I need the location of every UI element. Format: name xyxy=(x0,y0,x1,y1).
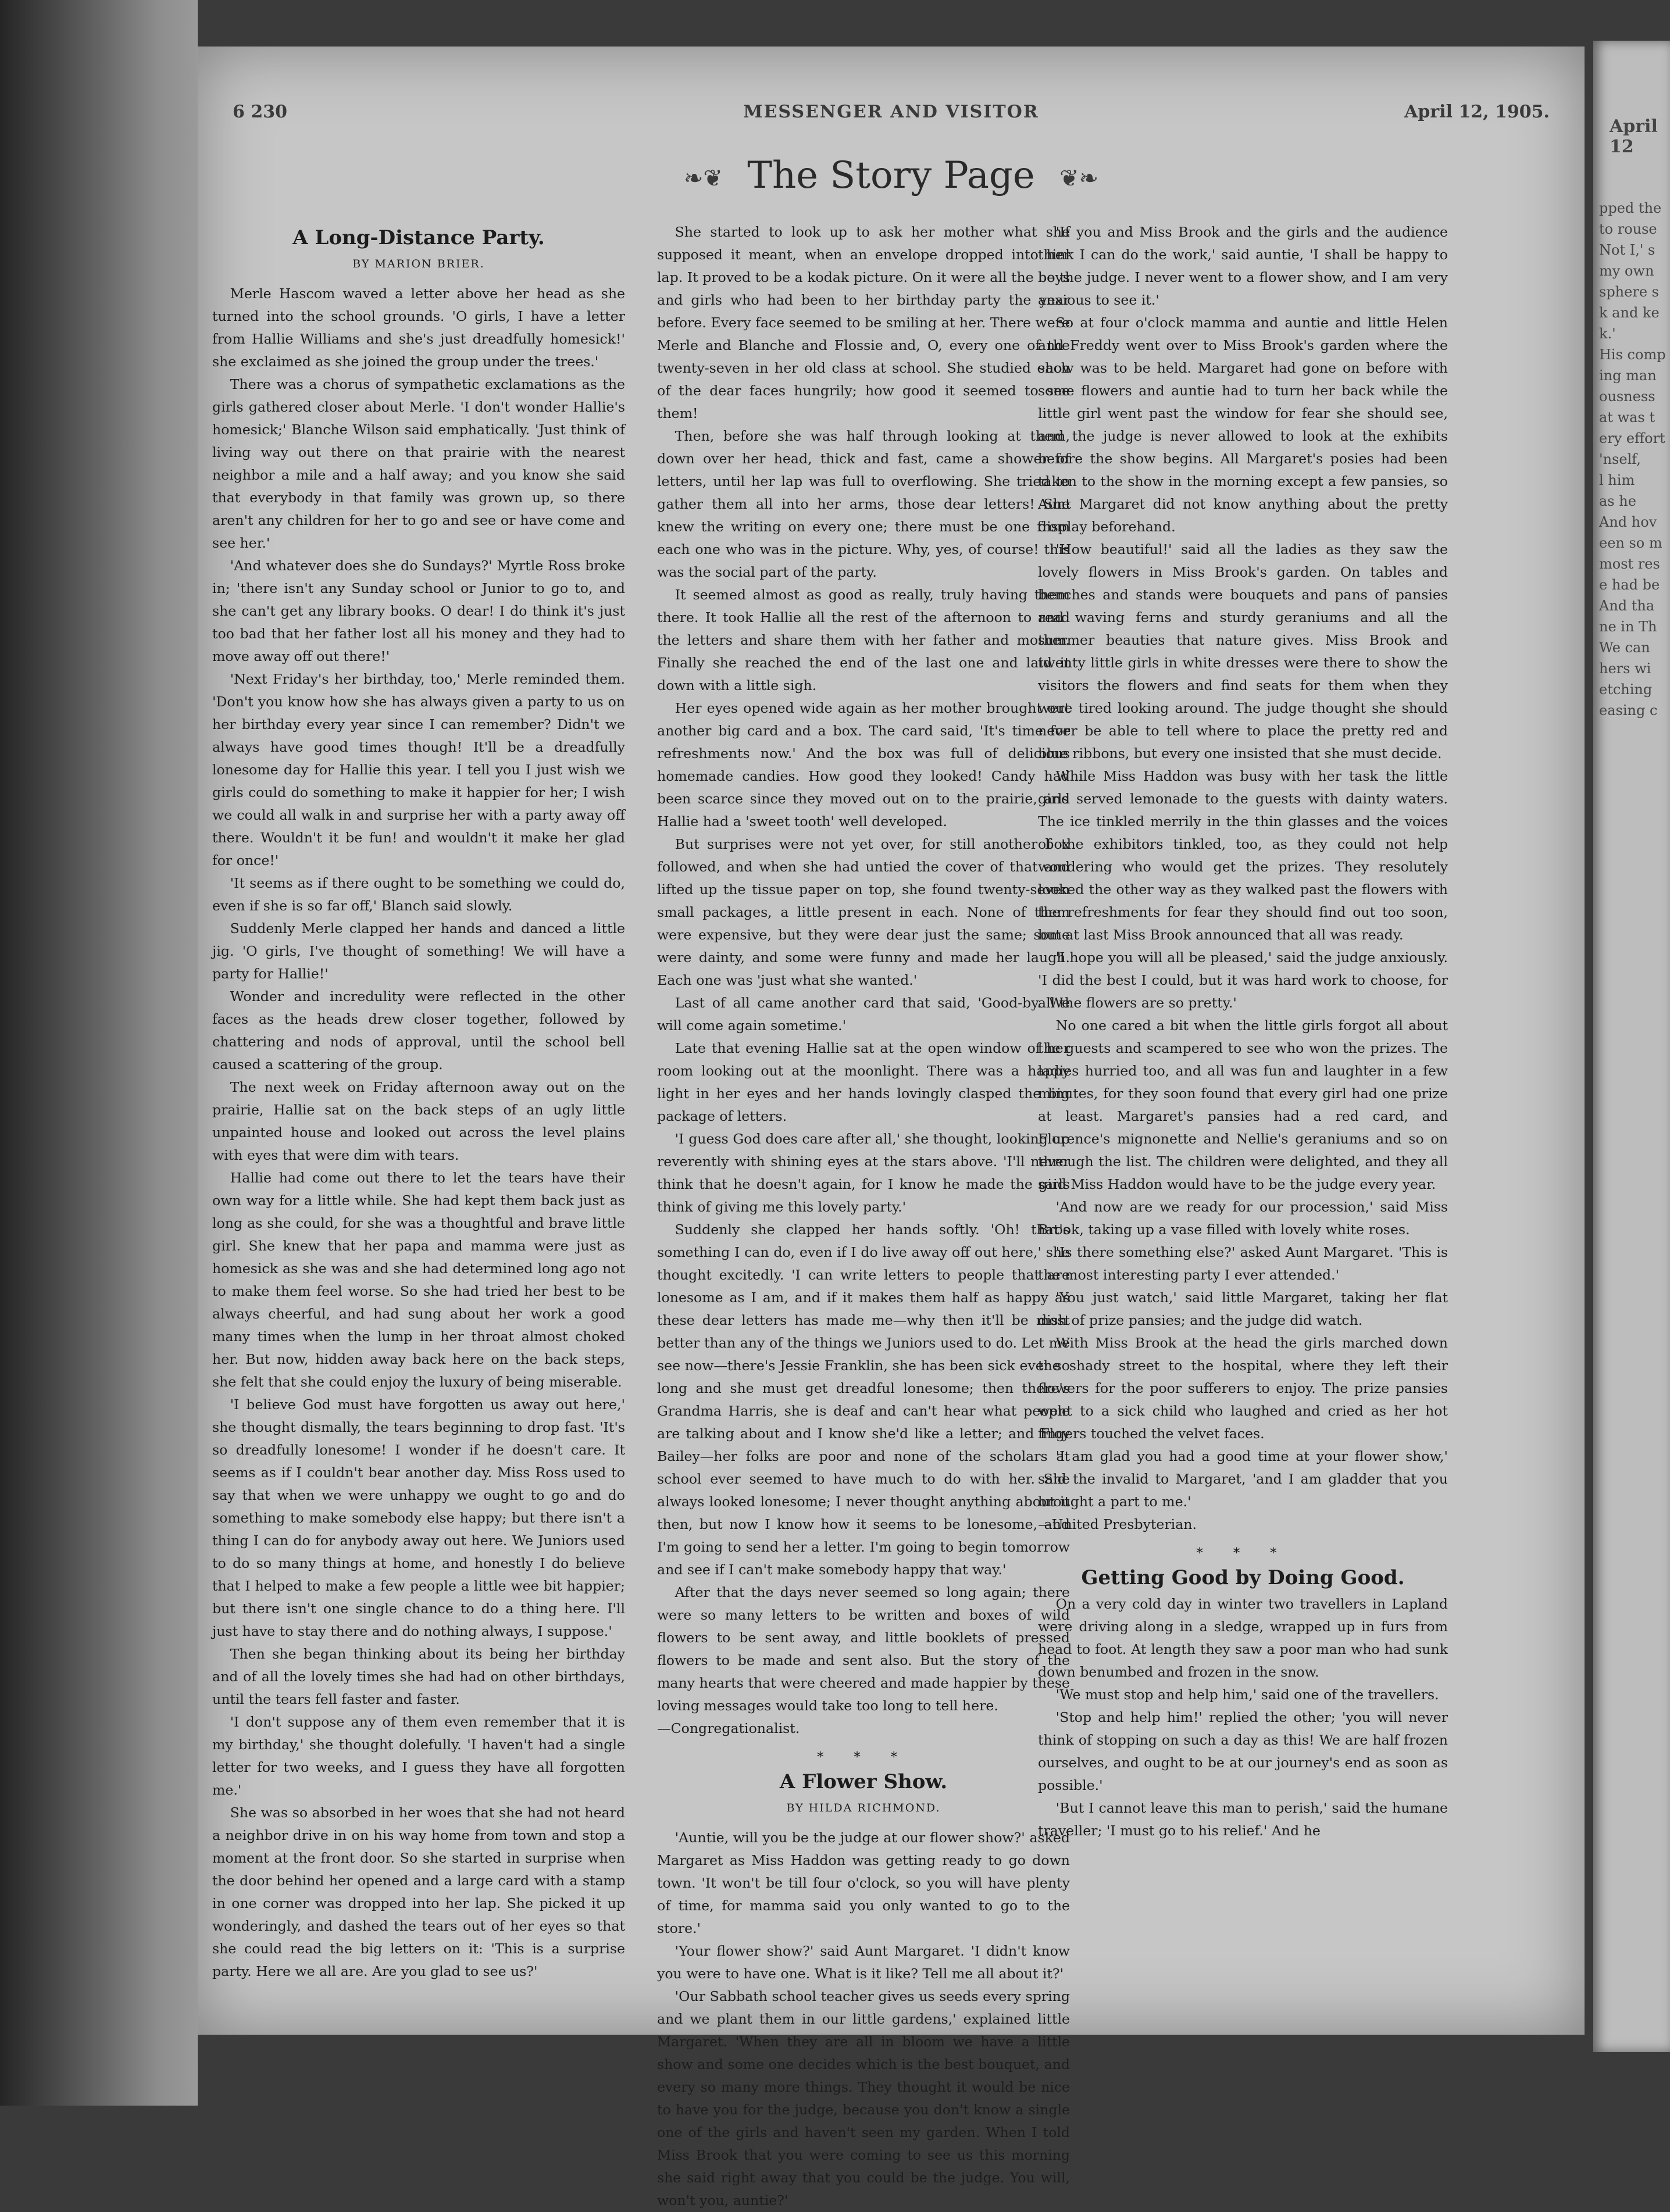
story-credit: —United Presbyterian. xyxy=(1038,1516,1197,1532)
paragraph: 'Auntie, will you be the judge at our flower show?' asked Margaret as Miss Haddon was getting ready to go down town. 'It won't be till four o'clock, so you will have plenty of time, for mamma said you only wanted to go to the store.' xyxy=(657,1829,1070,1936)
paragraph: Wonder and incredulity were reflected in the other faces as the heads drew closer together, followed by chattering and nods of approval, until the school bell caused a scattering of the group. xyxy=(212,988,625,1073)
fragment-line: as he xyxy=(1599,493,1636,509)
adjacent-page-fragment xyxy=(1599,198,1666,721)
fragment-line: And tha xyxy=(1599,598,1655,614)
fleuron-icon: ❧❦ xyxy=(683,165,723,192)
paragraph: She started to look up to ask her mother what she supposed it meant, when an envelope dropped into her lap. It proved to be a kodak picture. On it were all the boys and girls who had been to her birthday party the year before. Every face seemed to be smiling at her. There were Merle and Blanche and Flossie and, O, every one of the twenty-seven in her old class at school. She studied each of the dear faces hungrily; how good it seemed to see them! xyxy=(657,224,1070,421)
fragment-line: hers wi xyxy=(1599,660,1651,677)
section-title: The Story Page xyxy=(747,154,1035,197)
page-number: 6 230 xyxy=(233,102,287,122)
fragment-line: at was t xyxy=(1599,409,1655,426)
fragment-line: e had be xyxy=(1599,577,1660,593)
paragraph: Hallie had come out there to let the tears have their own way for a little while. She had kept them back just as long as she could, for she was a thoughtful and brave little girl. She knew that her papa and mamma were just as homesick as she was and she had determined long ago not to make them feel worse. So she had tried her best to be always cheerful, and had sung about her work a good many times when the lump in her throat almost choked her. But now, hidden away back here on the back steps, she felt that she could enjoy the luxury of being miserable. xyxy=(212,1170,625,1390)
fragment-line: ne in Th xyxy=(1599,619,1657,635)
story-credit: —Congregationalist. xyxy=(657,1720,800,1736)
column-2 xyxy=(657,221,1070,2209)
paragraph: While Miss Haddon was busy with her task the little girls served lemonade to the guests with dainty waters. The ice tinkled merrily in the thin glasses and the voices of the exhibitors tinkled, too, as they could not help wondering who would get the prizes. They resolutely looked the other way as they walked past the flowers with the refreshments for fear they should find out too soon, but at last Miss Brook announced that all was ready. xyxy=(1038,768,1448,943)
fragment-line: my own xyxy=(1599,263,1654,279)
fragment-line: ery effort xyxy=(1599,430,1665,446)
paragraph: 'Stop and help him!' replied the other; 'you will never think of stopping on such a day as this! We are half frozen ourselves, and ought to be at our journey's end as soon as possible.' xyxy=(1038,1709,1448,1793)
fragment-line: ousness xyxy=(1599,388,1655,405)
paragraph: So at four o'clock mamma and auntie and little Helen and Freddy went over to Miss Brook's garden where the show was to be held. Margaret had gone on before with some flowers and auntie had to turn her back while the little girl went past the window for fear she should see, and the judge is never allowed to look at the exhibits before the show begins. All Margaret's posies had been taken to the show in the morning except a few pansies, so Aunt Margaret did not know anything about the pretty display beforehand. xyxy=(1038,315,1448,535)
paragraph: 'We must stop and help him,' said one of the travellers. xyxy=(1055,1686,1439,1703)
section-separator: * * * xyxy=(816,1749,911,1765)
newspaper-name: MESSENGER AND VISITOR xyxy=(743,102,1039,122)
paragraph: 'If you and Miss Brook and the girls and the audience think I can do the work,' said auntie, 'I shall be happy to be the judge. I never went to a flower show, and I am very anxious to see it.' xyxy=(1038,224,1448,308)
fragment-line: We can xyxy=(1599,639,1650,656)
section-masthead xyxy=(198,154,1585,197)
fragment-line: easing c xyxy=(1599,702,1658,719)
paragraph: 'Your flower show?' said Aunt Margaret. 'I didn't know you were to have one. What is it like? Tell me all about it?' xyxy=(657,1943,1070,1982)
adjacent-page-edge xyxy=(1593,41,1670,2052)
story-title: A Flower Show. xyxy=(779,1770,948,1793)
paragraph: But surprises were not yet over, for still another box followed, and when she had untied the cover of that and lifted up the tissue paper on top, she found twenty-seven small packages, a little present in each. None of them were expensive, but they were dear just the same; some were dainty, and some were funny and made her laugh. Each one was 'just what she wanted.' xyxy=(657,836,1070,988)
fragment-line: to rouse xyxy=(1599,221,1657,237)
story-byline: BY MARION BRIER. xyxy=(352,258,485,270)
fragment-line: most res xyxy=(1599,556,1660,572)
fragment-line: k and ke xyxy=(1599,305,1660,321)
paragraph: With Miss Brook at the head the girls marched down the shady street to the hospital, where they left their flowers for the poor sufferers to enjoy. The prize pansies went to a sick child who laughed and cried as her hot fingers touched the velvet faces. xyxy=(1038,1335,1448,1442)
paragraph: Late that evening Hallie sat at the open window of her room looking out at the moonlight. There was a happy light in her eyes and her hands lovingly clasped the big package of letters. xyxy=(657,1040,1070,1124)
paragraph: She was so absorbed in her woes that she had not heard a neighbor drive in on his way home from town and stop a moment at the front door. So she started in surprise when the door behind her opened and a large card with a stamp in one corner was dropped into her lap. She picked it up wonderingly, and dashed the tears out of her eyes so that she could read the big letters on it: 'This is a surprise party. Here we all are. Are you glad to see us?' xyxy=(212,1804,625,1979)
issue-date: April 12, 1905. xyxy=(1404,102,1550,122)
column-1 xyxy=(212,221,625,2017)
paragraph: There was a chorus of sympathetic exclamations as the girls gathered closer about Merle. 'I don't wonder Hallie's homesick;' Blanche Wilson said emphatically. 'Just think of living way out there on that prairie with the nearest neighbor a mile and a half away; and you know she said that everybody in that family was grown up, so there aren't any children for her to go and see or have come and see her.' xyxy=(212,376,625,551)
paragraph: 'I believe God must have forgotten us away out here,' she thought dismally, the tears beginning to drop fast. 'It's so dreadfully lonesome! I wonder if he doesn't care. It seems as if I couldn't bear another day. Miss Ross used to say that when we were unhappy we ought to go and do something to make somebody else happy; but there isn't a thing I can do for anybody away out here. We Juniors used to do so many things at home, and honestly I do believe that I helped to make a few people a little wee bit happier; but there isn't one single chance to do a thing here. I'll just have to stay there and do nothing always, I suppose.' xyxy=(212,1396,625,1639)
paragraph: Suddenly she clapped her hands softly. 'Oh! that's something I can do, even if I do live away off out here,' she thought excitedly. 'I can write letters to people that are lonesome as I am, and if it makes them half as happy as these dear letters has made me—why then it'll be most better than any of the things we Juniors used to do. Let me see now—there's Jessie Franklin, she has been sick ever so long and she must get dreadful lonesome; then there's Grandma Harris, she is deaf and can't hear what people are talking about and I know she'd like a letter; and Floy Bailey—her folks are poor and none of the scholars at school ever seemed to have much to do with her. She always looked lonesome; I never thought anything about it then, but now I know how it seems to be lonesome, and I'm going to send her a letter. I'm going to begin tomorrow and see if I can't make somebody happy that way.' xyxy=(657,1221,1070,1578)
paragraph: 'I don't suppose any of them even remember that it is my birthday,' she thought dolefully. 'I haven't had a single letter for two weeks, and I guess they have all forgotten me.' xyxy=(212,1714,625,1798)
paragraph: After that the days never seemed so long again; there were so many letters to be written and boxes of wild flowers to be sent away, and little booklets of pressed flowers to be made and sent also. But the story of the many hearts that were cheered and made happier by these loving messages would take too long to tell here. xyxy=(657,1584,1070,1714)
story-byline: BY HILDA RICHMOND. xyxy=(786,1802,941,1814)
story-title: Getting Good by Doing Good. xyxy=(1081,1566,1405,1589)
fragment-line: een so m xyxy=(1599,535,1662,551)
fragment-line: Not I,' s xyxy=(1599,242,1655,258)
paragraph: Then she began thinking about its being her birthday and of all the lovely times she had had on other birthdays, until the tears fell faster and faster. xyxy=(212,1646,625,1707)
paragraph: 'And whatever does she do Sundays?' Myrtle Ross broke in; 'there isn't any Sunday school or Junior to go to, and she can't get any library books. O dear! I do think it's just too bad that her father lost all his money and they had to move away off out there!' xyxy=(212,558,625,664)
story-title: A Long-Distance Party. xyxy=(292,226,545,249)
paragraph: 'It seems as if there ought to be something we could do, even if she is so far off,' Blanch said slowly. xyxy=(212,875,625,914)
paragraph: 'But I cannot leave this man to perish,' said the humane traveller; 'I must go to his relief.' And he xyxy=(1038,1800,1448,1839)
paragraph: The next week on Friday afternoon away out on the prairie, Hallie sat on the back steps of an ugly little unpainted house and looked out across the level plains with eyes that were dim with tears. xyxy=(212,1079,625,1163)
paragraph: Suddenly Merle clapped her hands and danced a little jig. 'O girls, I've thought of something! We will have a party for Hallie!' xyxy=(212,920,625,982)
paragraph: 'Is there something else?' asked Aunt Margaret. 'This is the most interesting party I ever attended.' xyxy=(1038,1244,1448,1283)
paragraph: On a very cold day in winter two travellers in Lapland were driving along in a sledge, wrapped up in furs from head to foot. At length they saw a poor man who had sunk down benumbed and frozen in the snow. xyxy=(1038,1596,1448,1680)
fragment-line: k.' xyxy=(1599,326,1616,342)
column-3 xyxy=(1038,221,1448,2017)
paragraph: Her eyes opened wide again as her mother brought out another big card and a box. The card said, 'It's time for refreshments now.' And the box was full of delicious homemade candies. How good they looked! Candy had been scarce since they moved out on to the prairie, and Hallie had a 'sweet tooth' well developed. xyxy=(657,700,1070,830)
paragraph: Merle Hascom waved a letter above her head as she turned into the school grounds. 'O girls, I have a letter from Hallie Williams and she's just dreadfully homesick!' she exclaimed as she joined the group under the trees.' xyxy=(212,285,625,370)
adjacent-page-header: April 12 xyxy=(1610,116,1658,157)
fragment-line: pped the xyxy=(1599,200,1662,216)
fragment-line: 'nself, xyxy=(1599,451,1641,467)
newspaper-page xyxy=(198,47,1585,2209)
section-separator: * * * xyxy=(1196,1545,1290,1561)
fragment-line: And hov xyxy=(1599,514,1657,530)
fragment-line: His comp xyxy=(1599,346,1666,363)
fragment-line: ing man xyxy=(1599,367,1657,384)
fragment-line: l him xyxy=(1599,472,1635,488)
paragraph: Then, before she was half through looking at them, down over her head, thick and fast, came a shower of letters, until her lap was full to overflowing. She tried to gather them all into her arms, those dear letters! She knew the writing on every one; there must be one from each one who was in the picture. Why, yes, of course! this was the social part of the party. xyxy=(657,428,1070,580)
paragraph: Last of all came another card that said, 'Good-by. We will come again sometime.' xyxy=(657,995,1070,1034)
paragraph: No one cared a bit when the little girls forgot all about the guests and scampered to see who won the prizes. The ladies hurried too, and all was fun and laughter in a few minutes, for they soon found that every girl had one prize at least. Margaret's pansies had a red card, and Florence's mignonette and Nellie's geraniums and so on through the list. The children were delighted, and they all said Miss Haddon would have to be the judge every year. xyxy=(1038,1017,1448,1192)
paragraph: 'How beautiful!' said all the ladies as they saw the lovely flowers in Miss Brook's garden. On tables and benches and stands were bouquets and pans of pansies and waving ferns and sturdy geraniums and all the summer beauties that nature gives. Miss Brook and twenty little girls in white dresses were there to show the visitors the flowers and find seats for them when they were tired looking around. The judge thought she should never be able to tell where to place the pretty red and blue ribbons, but every one insisted that she must decide. xyxy=(1038,541,1448,762)
paragraph: 'Next Friday's her birthday, too,' Merle reminded them. 'Don't you know how she has always given a party to us on her birthday every year since I can remember? Didn't we always have good times though! It'll be a dreadfully lonesome day for Hallie this year. I tell you I just wish we girls could do something to make it happier for her; I wish we could all walk in and surprise her with a party away off there. Wouldn't it be fun! and wouldn't it make her glad for once!' xyxy=(212,671,625,869)
paragraph: 'I am glad you had a good time at your flower show,' said the invalid to Margaret, 'and I am gladder that you brought a part to me.' xyxy=(1038,1448,1448,1510)
paragraph: It seemed almost as good as really, truly having them there. It took Hallie all the rest of the afternoon to read the letters and share them with her father and mother. Finally she reached the end of the last one and laid it down with a little sigh. xyxy=(657,587,1070,694)
page-header xyxy=(233,102,1550,137)
fragment-line: sphere s xyxy=(1599,284,1659,300)
paragraph: 'I guess God does care after all,' she thought, looking up reverently with shining eyes at the stars above. 'I'll never think that he doesn't again, for I know he made the girls think of giving me this lovely party.' xyxy=(657,1131,1070,1215)
book-binding xyxy=(0,0,198,2106)
fragment-line: etching xyxy=(1599,681,1653,698)
paragraph: 'You just watch,' said little Margaret, taking her flat dish of prize pansies; and the judge did watch. xyxy=(1038,1289,1448,1328)
paragraph: 'Our Sabbath school teacher gives us seeds every spring and we plant them in our little gardens,' explained little Margaret. 'When they are all in bloom we have a little show and some one decides which is the best bouquet, and every so many more things. They thought it would be nice to have you for the judge, because you don't know a single one of the girls and haven't seen my garden. When I told Miss Brook that you were coming to see us this morning she said right away that you could be the judge. You will, won't you, auntie?' xyxy=(657,1988,1070,2209)
paragraph: 'I hope you will all be pleased,' said the judge anxiously. 'I did the best I could, but it was hard work to choose, for all the flowers are so pretty.' xyxy=(1038,949,1448,1011)
fleuron-icon: ❦❧ xyxy=(1059,165,1099,192)
paragraph: 'And now are we ready for our procession,' said Miss Brook, taking up a vase filled with lovely white roses. xyxy=(1038,1199,1448,1238)
